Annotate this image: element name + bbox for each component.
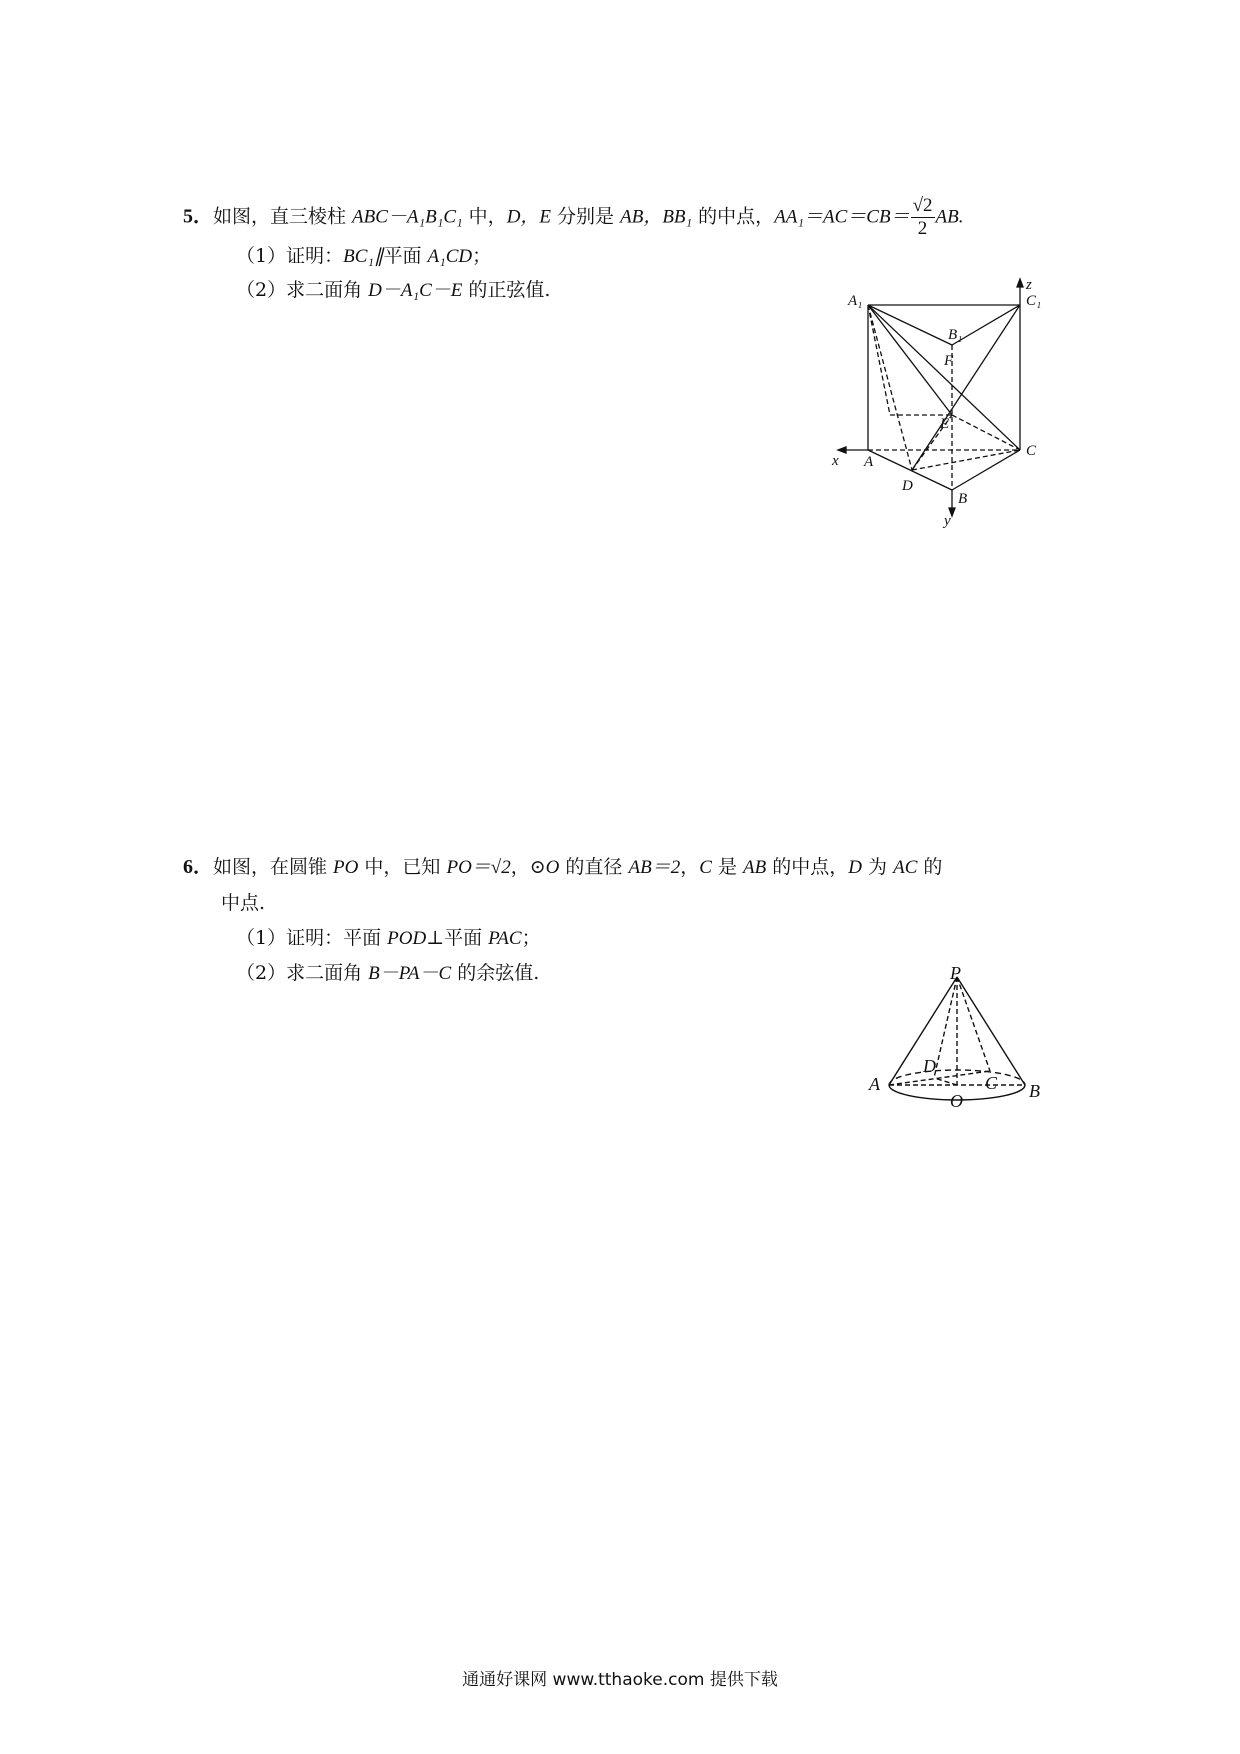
q5-part2: （2）求二面角 D－A₁C－E 的正弦值.: [236, 279, 551, 301]
q5-fraction: $\frac{√2}{2}$: [912, 195, 933, 239]
q5-label-A: A: [864, 454, 874, 470]
q5-label-F: F: [944, 353, 954, 369]
q6-stem-line2: 中点.: [221, 892, 266, 914]
footer-credit: 通通好课网 www.tthaoke.com 提供下载: [462, 1670, 778, 1690]
q5-label-D: D: [902, 478, 913, 494]
q5-prism-figure: [830, 275, 1060, 530]
q5-label-B: B: [958, 491, 968, 507]
q5-label-B1: B₁: [948, 327, 963, 343]
q5-label-C: C: [1026, 443, 1037, 459]
q5-axis-z: z: [1026, 277, 1032, 293]
q6-number: 6．: [183, 856, 213, 878]
q5-label-E: E: [940, 416, 950, 432]
q5-stem: 5．如图，直三棱柱 ABC－A₁B₁C₁ 中，D，E 分别是 AB，BB₁ 的中点，AA₁＝AC＝CB＝ $\frac{√2}{2}$ AB.: [183, 195, 964, 239]
q6-part2: （2）求二面角 B－PA－C 的余弦值.: [236, 962, 540, 984]
q6-part1: （1）证明：平面 POD⊥平面 PAC；: [236, 927, 541, 949]
q5-label-C1: C₁: [1026, 293, 1042, 309]
q5-part1: （1）证明：BC₁∥平面 A₁CD；: [236, 245, 492, 267]
q6-stem-line1: 6．如图，在圆锥 PO 中，已知 PO＝√2，⊙O 的直径 AB＝2，C 是 AB 的中点，D 为 AC 的: [183, 856, 943, 878]
q5-number: 5．: [183, 205, 213, 228]
q5-axis-x: x: [832, 453, 839, 469]
q6-label-A: A: [869, 1074, 880, 1094]
q6-label-D: D: [923, 1056, 936, 1076]
q6-label-P: P: [950, 965, 961, 983]
q5-axis-y: y: [944, 513, 951, 529]
q6-cone-figure: [862, 965, 1052, 1115]
q6-label-B: B: [1029, 1081, 1040, 1101]
q5-label-A1: A₁: [848, 293, 863, 309]
q6-label-C: C: [985, 1073, 998, 1093]
q6-label-O: O: [950, 1091, 963, 1111]
